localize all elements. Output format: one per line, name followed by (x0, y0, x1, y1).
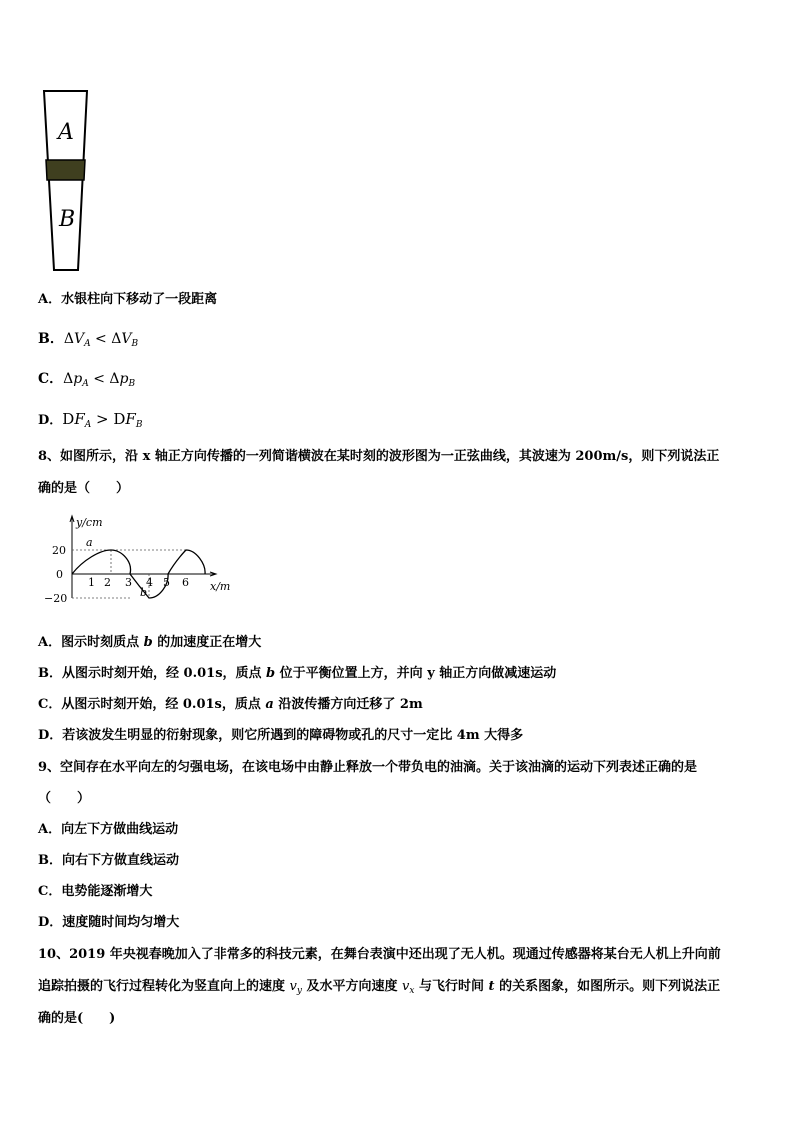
gas-a-label: A (58, 120, 74, 145)
x-axis-label: x/m (210, 580, 231, 593)
q9-option-a: A．向左下方做曲线运动 (38, 822, 179, 837)
point-b-label: b (140, 586, 148, 599)
q8-option-b: B．从图示时刻开始，经 0.01s，质点 b 位于平衡位置上方，并向 y 轴正方向做减速运动 (38, 666, 557, 681)
gas-b-label: B (59, 207, 76, 232)
tube-figure (38, 88, 94, 274)
x-tick-6: 6 (182, 576, 189, 589)
q10-stem-line3: 确的是( ) (38, 1011, 116, 1026)
wave-figure (40, 512, 240, 612)
q7-option-d: D．$DF_A > DF_B$ (38, 410, 143, 430)
q8-option-d: D．若该波发生明显的衍射现象，则它所遇到的障碍物或孔的尺寸一定比 4m 大得多 (38, 728, 524, 743)
x-tick-5: 5 (163, 576, 170, 589)
q8-stem-line1: 8、如图所示，沿 x 轴正方向传播的一列简谐横波在某时刻的波形图为一正弦曲线，其波速为 200m/s，则下列说法正 (38, 449, 720, 464)
q9-option-d: D．速度随时间均匀增大 (38, 915, 180, 930)
q8-option-a: A．图示时刻质点 b 的加速度正在增大 (38, 635, 262, 650)
q9-option-c: C．电势能逐渐增大 (38, 884, 153, 899)
y-tick-20: 20 (52, 544, 66, 557)
q9-option-b: B．向右下方做直线运动 (38, 853, 180, 868)
x-tick-1: 1 (88, 576, 95, 589)
q7-option-c: C．$\Delta p_A < \Delta p_B$ (38, 371, 136, 389)
q10-stem-line1: 10、2019 年央视春晚加入了非常多的科技元素，在舞台表演中还出现了无人机。现通过传感器将某台无人机上升向前 (38, 947, 721, 962)
x-tick-2: 2 (104, 576, 111, 589)
x-tick-4: 4 (146, 576, 153, 589)
q10-stem-line2: 追踪拍摄的飞行过程转化为竖直向上的速度 $v_y$ 及水平方向速度 $v_x$ 与飞行时间 t 的关系图象，如图所示。则下列说法正 (38, 979, 721, 996)
q8-option-c: C．从图示时刻开始，经 0.01s，质点 a 沿波传播方向迁移了 2m (38, 697, 423, 712)
y-axis-label: y/cm (76, 516, 103, 529)
mercury-column (46, 160, 85, 180)
y-tick-minus20: −20 (44, 592, 68, 605)
q8-stem-line2: 确的是（ ） (38, 481, 130, 496)
q9-stem-line1: 9、空间存在水平向左的匀强电场，在该电场中由静止释放一个带负电的油滴。关于该油滴的运动下列表述正确的是 (38, 760, 698, 775)
x-tick-3: 3 (125, 576, 132, 589)
q7-option-b: B．$\Delta V_A < \Delta V_B$ (38, 331, 139, 349)
q9-stem-line2: （ ） (38, 791, 91, 806)
y-tick-0: 0 (56, 568, 63, 581)
point-a-label: a (86, 536, 93, 549)
q7-option-a: A．水银柱向下移动了一段距离 (38, 292, 218, 307)
